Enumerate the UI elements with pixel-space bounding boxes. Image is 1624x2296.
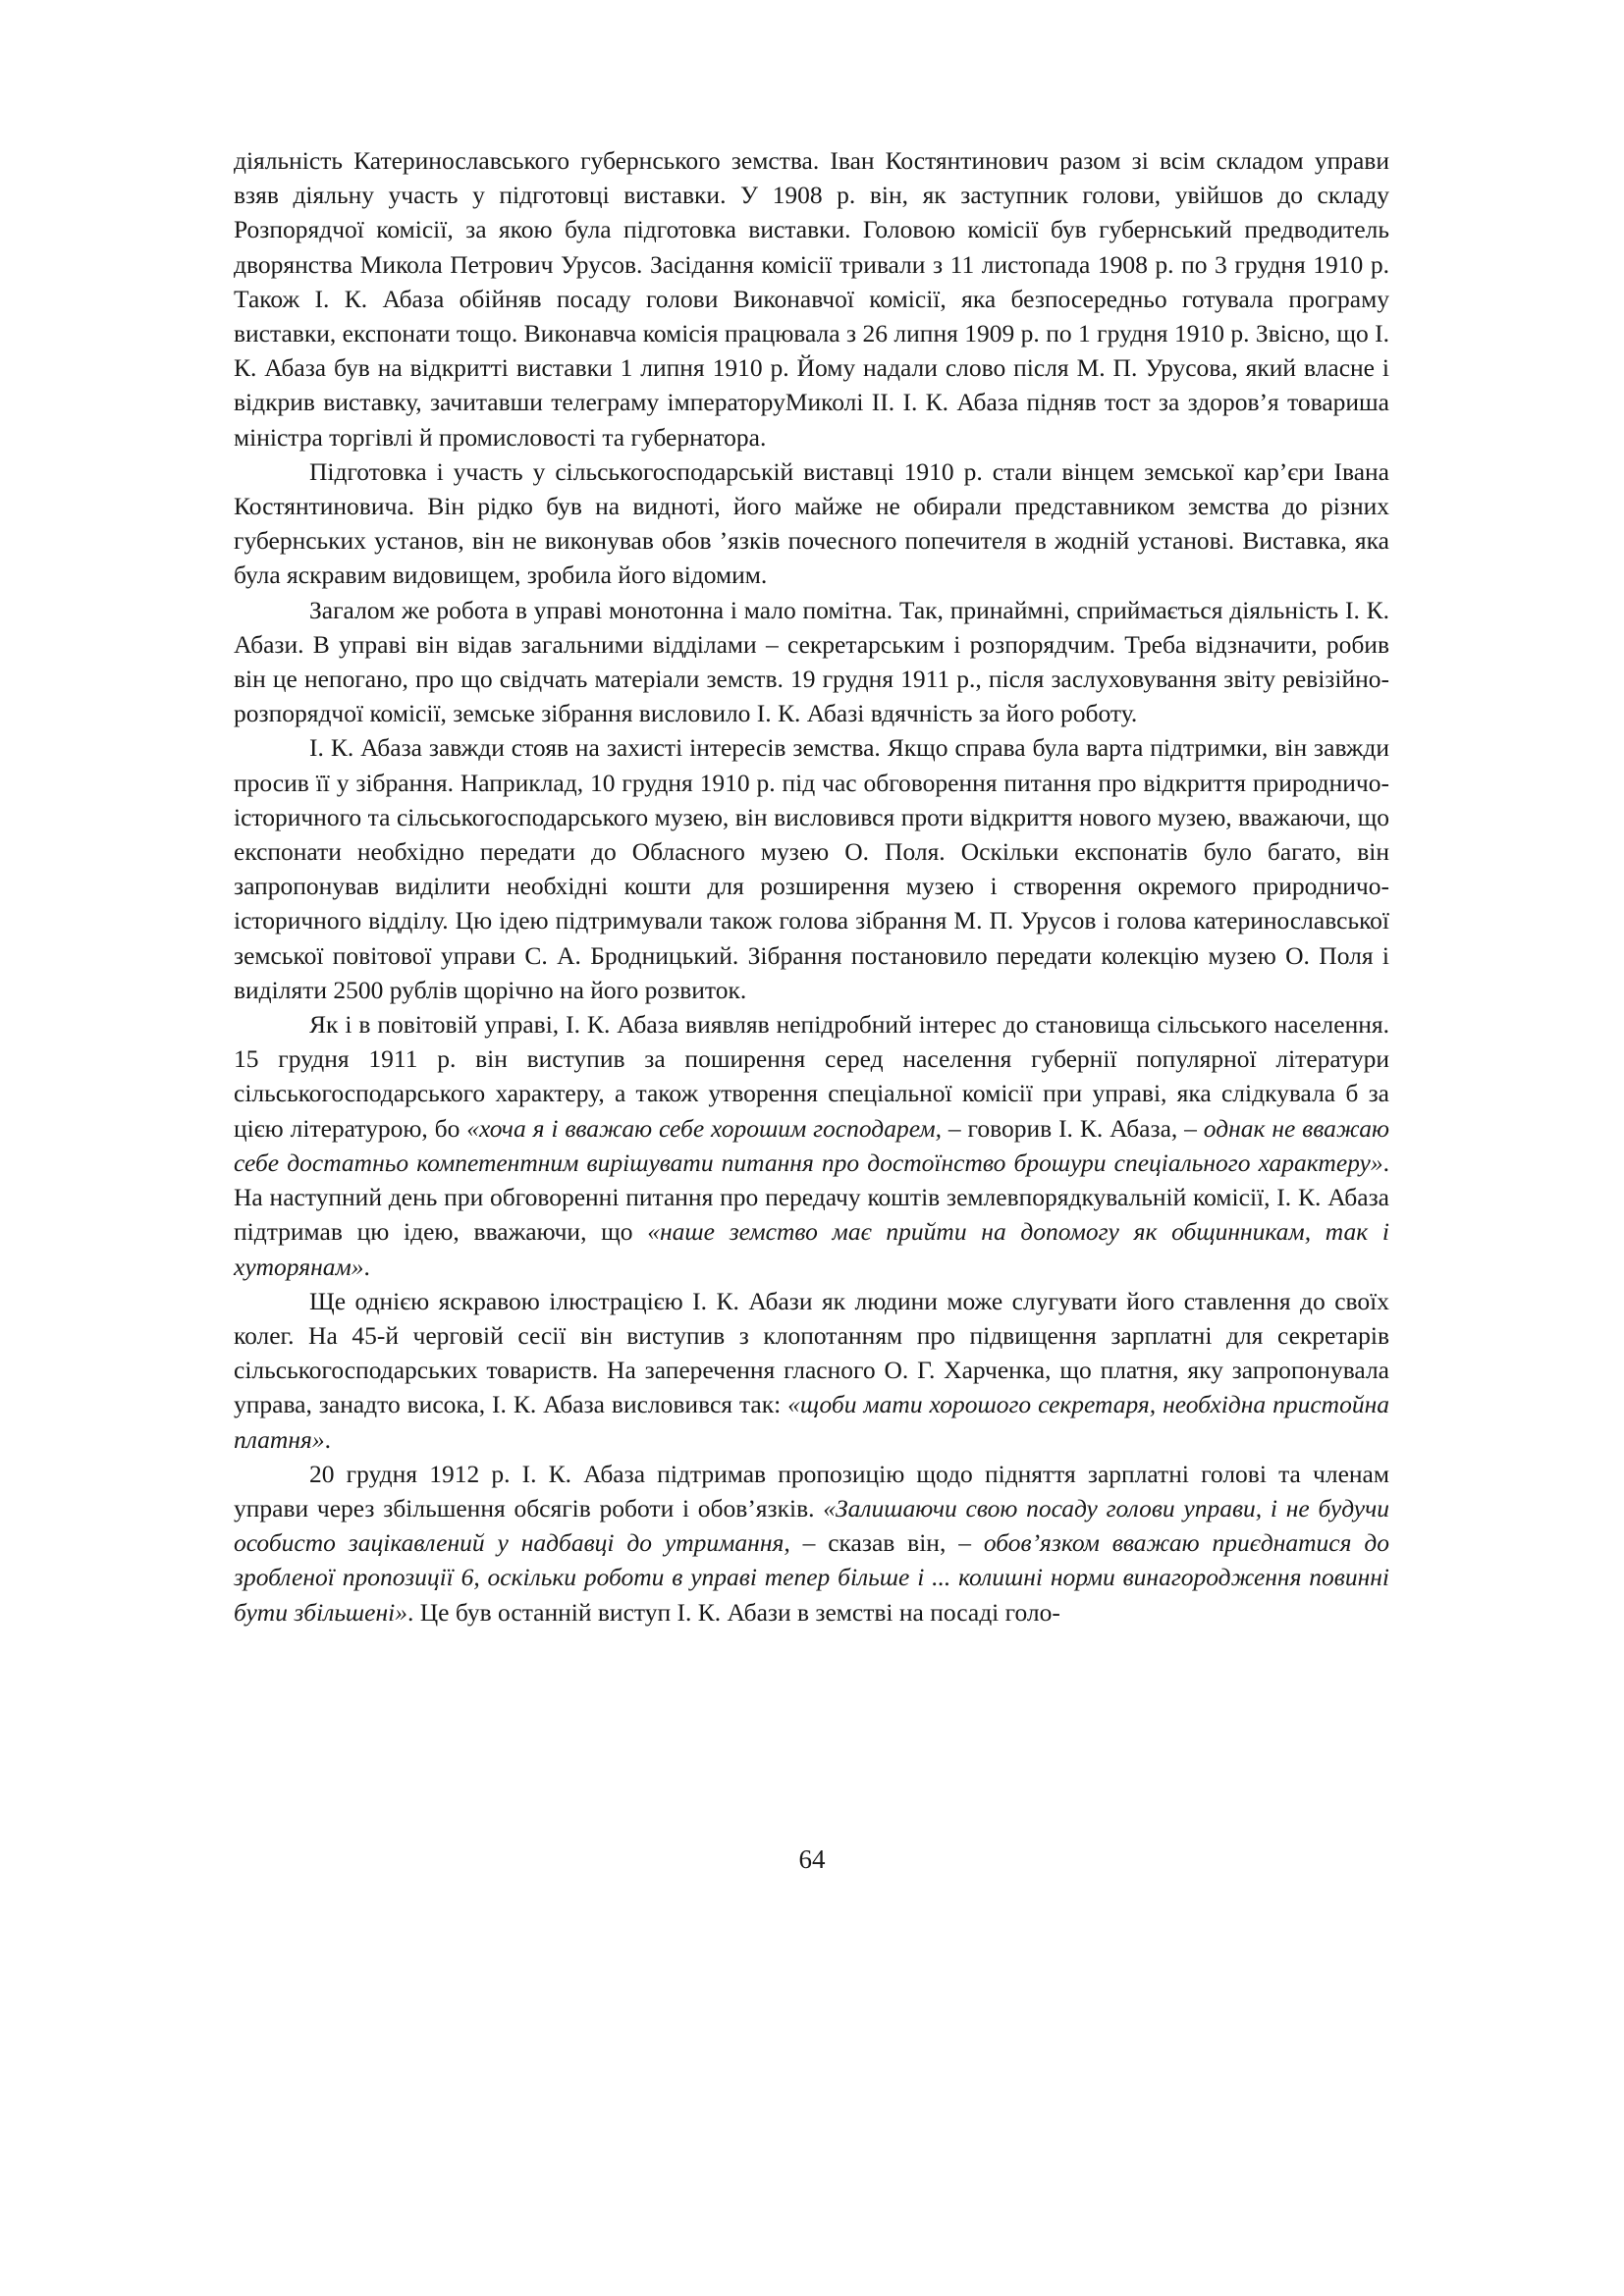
paragraph (234, 143, 1389, 454)
paragraph-text: 20 грудня 1912 р. І. К. Абаза підтримав пропозицію щодо підняття зарплатні голові та членам управи через збільшення обсягів роботи і обов’язків. (234, 1459, 1389, 1522)
page-number: 64 (798, 1844, 826, 1874)
paragraph (234, 1284, 1389, 1457)
paragraph-text: Загалом же робота в управі монотонна і мало помітна. Так, принаймні, сприймається діяльність І. К. Абази. В управі він відав загальними відділами – секретарським і розпорядчим. Треба відзначити, робив він це непогано, про що свідчать матеріали земств. 19 грудня 1911 р., після заслуховування звіту ревізійно-розпорядчої комісії, земське зібрання висловило І. К. Абазі вдячність за його роботу. (234, 595, 1389, 728)
paragraph (234, 454, 1389, 593)
paragraph-text: І. К. Абаза завжди стояв на захисті інтересів земства. Якщо справа була варта підтримки, він завжди просив її у зібрання. Наприклад, 10 грудня 1910 р. під час обговорення питання про відкриття природничо-історичного та сільськогосподарського музею, він висловився проти відкриття нового музею, вважаючи, що експонати необхідно передати до Обласного музею О. Поля. Оскільки експонатів було багато, він запропонував виділити необхідні кошти для розширення музею і створення окремого природничо-історичного відділу. Цю ідею підтримували також голова зібрання М. П. Урусов і голова катеринославської земської повітової управи С. А. Бродницький. Зібрання постановило передати колекцію музею О. Поля і виділяти 2500 рублів щорічно на його розвиток. (234, 733, 1389, 1004)
quote-text: «наше земство має прийти на допомогу як общинникам, так і хуторянам» (234, 1217, 1389, 1281)
paragraph-text: . (324, 1424, 331, 1454)
quote-text: «хоча я і вважаю себе хорошим господарем, (466, 1113, 943, 1143)
paragraph-text: діяльність Катеринославського губернського земства. Іван Костянтинович разом зі всім складом управи взяв діяльну участь у підготовці виставки. У 1908 р. він, як заступник голови, увійшов до складу Розпорядчої комісії, за якою була підготовка виставки. Головою комісії був губернський предводитель дворянства Микола Петрович Урусов. Засідання комісії тривали з 11 листопада 1908 р. по 3 грудня 1910 р. Також І. К. Абаза обійняв посаду голови Виконавчої комісії, яка безпосередньо готувала програму виставки, експонати тощо. Виконавча комісія працювала з 26 липня 1909 р. по 1 грудня 1910 р. Звісно, що І. К. Абаза був на відкритті виставки 1 липня 1910 р. Йому надали слово після М. П. Урусова, який власне і відкрив виставку, зачитавши телеграму імператоруМиколі ІІ. І. К. Абаза підняв тост за здоров’я товариша міністра торгівлі й промисловості та губернатора. (234, 146, 1389, 452)
paragraph-text: – говорив І. К. Абаза, – (942, 1113, 1204, 1143)
paragraph-text: . На наступний день при обговоренні питання про передачу коштів землевпорядкувальній комісії, І. К. Абаза підтримав цю ідею, вважаючи, що (234, 1148, 1389, 1247)
paragraph (234, 1007, 1389, 1284)
paragraph (234, 593, 1389, 731)
body-text (234, 143, 1389, 1629)
paragraph-text: Підготовка і участь у сільськогосподарській виставці 1910 р. стали вінцем земської кар’єри Івана Костянтиновича. Він рідко був на видноті, його майже не обирали представником земства до різних губернських установ, він не виконував обов ’язків почесного попечителя в жодній установі. Виставка, яка була яскравим видовищем, зробила його відомим. (234, 456, 1389, 590)
paragraph-text: – сказав він, – (789, 1528, 984, 1558)
paragraph (234, 1457, 1389, 1629)
paragraph-text: Як і в повітовій управі, І. К. Абаза виявляв непідробний інтерес до становища сільського населення. 15 грудня 1911 р. він виступив за поширення серед населення губернії популярної літератури сільськогосподарського характеру, а також утворення спеціальної комісії при управі, яка слідкувала б за цією літературою, бо (234, 1010, 1389, 1143)
quote-text: обов’язком вважаю приєднатися до зробленої пропозиції 6, оскільки роботи в управі тепер більше і ... колишні норми винагородження повинні бути збільшені» (234, 1528, 1389, 1627)
paragraph-text: Ще однією яскравою ілюстрацією І. К. Абази як людини може слугувати його ставлення до своїх колег. На 45-й черговій сесії він виступив з клопотанням про підвищення зарплатні для секретарів сільськогосподарських товариств. На заперечення гласного О. Г. Харченка, що платня, яку запропонувала управа, занадто висока, І. К. Абаза висловився так: (234, 1286, 1389, 1419)
paragraph-text: . Це був останній виступ І. К. Абази в земстві на посаді голо- (406, 1597, 1060, 1627)
quote-text: однак не вважаю себе достатньо компетентним вирішувати питання про достоїнство брошури спеціального характеру» (234, 1113, 1390, 1177)
paragraph-text: . (363, 1252, 370, 1281)
quote-text: «щоби мати хорошого секретаря, необхідна пристойна платня» (234, 1390, 1389, 1454)
paragraph (234, 730, 1389, 1007)
quote-text: «Залишаючи свою посаду голови управи, і не будучи особисто зацікавлений у надбавці до утримання, (234, 1493, 1389, 1558)
